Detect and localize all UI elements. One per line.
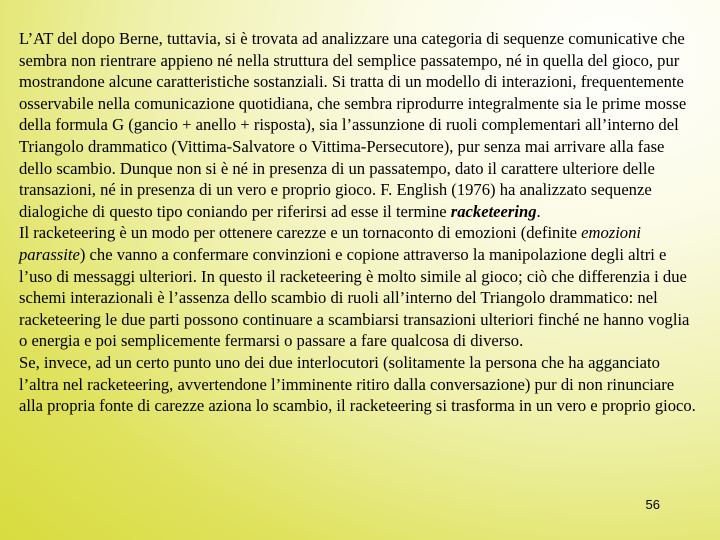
paragraph-2-end: ) che vanno a confermare convinzioni e copione attraverso la manipolazione degli altri e l’uso di messaggi ulteriori. In questo il racketeering è molto simile al gioco; ciò che differenzia i due schemi interazionali è l’assenza dello scambio di ruoli all’interno del Triangolo drammatico: nel racketeering le due parti possono continuare a scambiarsi transazioni ulteriori finché ne hanno voglia o energia e poi semplicemente fermarsi o passare a fare qualcosa di diverso. — [19, 244, 690, 351]
paragraph-3-text: Se, invece, ad un certo punto uno dei due interlocutori (solitamente la persona che ha agganciato l’altra nel racketeering, avvertendone l’imminente ritiro dalla conversazione) pur di non rinunciare alla propria fonte di carezze aziona lo scambio, il racketeering si trasforma in un vero e proprio gioco. — [19, 352, 696, 416]
paragraph-1 — [19, 28, 699, 222]
paragraph-1-text: L’AT del dopo Berne, tuttavia, si è trovata ad analizzare una categoria di sequenze comunicative che sembra non rientrare appieno né nella struttura del semplice passatempo, né in quella del gioco, pur mostrandone alcune caratteristiche sostanziali. Si tratta di un modello di interazioni, frequentemente osservabile nella comunicazione quotidiana, che sembra riprodurre integralmente sia le prime mosse della formula G (gancio + anello + risposta), sia l’assunzione di ruoli complementari all’interno del Triangolo drammatico (Vittima-Salvatore o Vittima-Persecutore), pur senza mai arrivare alla fase dello scambio. Dunque non si è né in presenza di un passatempo, dato il carattere ulteriore delle transazioni, né in presenza di un vero e proprio gioco. F. English (1976) ha analizzato sequenze dialogiche di questo tipo coniando per riferirsi ad esse il termine — [19, 29, 687, 221]
term-racketeering: racketeering — [450, 201, 537, 221]
page-number: 56 — [645, 497, 660, 512]
paragraph-1-end: . — [536, 201, 541, 221]
paragraph-2 — [19, 222, 699, 352]
term-emozioni-parassite: emozioni parassite — [19, 223, 642, 264]
paragraph-2-start: Il racketeering è un modo per ottenere carezze e un tornaconto di emozioni (definite — [19, 223, 582, 243]
paragraph-3 — [19, 352, 699, 417]
slide-body — [19, 28, 699, 417]
